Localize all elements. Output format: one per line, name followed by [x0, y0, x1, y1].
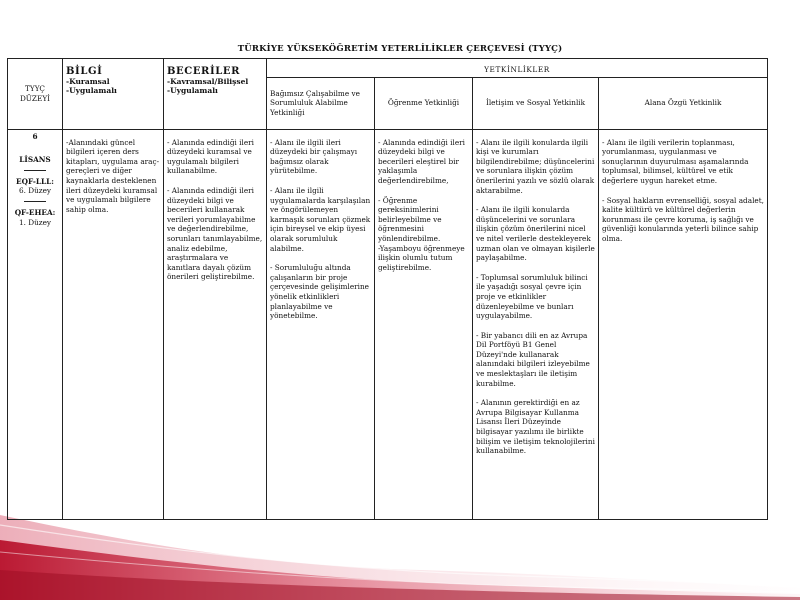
- beceriler-paragraph: - Alanında edindiği ileri düzeydeki bilgi ve becerileri kullanarak verileri yorumlayabilme ve değerlendirebilme, sorunları tanımlayabilme, analiz edebilme, araştırmalara ve kanıtlara dayalı çözüm önerileri geliştirebilme.: [167, 185, 263, 282]
- beceriler-header-cell: [164, 59, 267, 130]
- alana-ozgu-paragraph: - Sosyal hakların evrenselliği, sosyal adalet, kalite kültürü ve kültürel değerlerin korunması ile çevre koruma, iş sağlığı ve güvenliği konularında yeterli bilince sahip olma.: [602, 195, 764, 243]
- eqf-label: EQF-LLL:: [16, 176, 54, 186]
- header-row-1: [8, 59, 768, 78]
- qf-value: 1. Düzey: [18, 217, 52, 227]
- beceriler-header: BECERİLER: [167, 66, 241, 77]
- divider: [24, 170, 46, 171]
- ogrenme-paragraph: - Alanında edindiği ileri düzeydeki bilgi ve becerileri eleştirel bir yaklaşımla değerlendirebilme,: [378, 137, 465, 185]
- ogrenme-cell: [375, 129, 473, 519]
- iletisim-paragraph: - Alanının gerektirdiği en az Avrupa Bilgisayar Kullanma Lisansı İleri Düzeyinde bilgisayar yazılımı ile birlikte bilişim ve iletişim teknolojilerini kullanabilme.: [476, 398, 595, 456]
- bilgi-header: BİLGİ: [66, 66, 103, 77]
- bilgi-header-cell: [63, 59, 164, 130]
- beceriler-sub-uygulamali: -Uygulamalı: [167, 85, 218, 95]
- bagimsiz-column-header: Bağımsız Çalışabilme ve Sorumluluk Alabilme Yetkinliği: [267, 77, 375, 129]
- bilgi-sub-kuramsal: -Kuramsal: [66, 76, 110, 86]
- level-cell: [8, 129, 63, 519]
- yetkinlikler-header-text: YETKİNLİKLER: [484, 65, 550, 74]
- alana-ozgu-column-header: Alana Özgü Yetkinlik: [599, 77, 768, 129]
- qf-label: QF-EHEA:: [14, 207, 56, 217]
- iletisim-column-header: İletişim ve Sosyal Yetkinlik: [473, 77, 599, 129]
- level-name: LİSANS: [19, 155, 51, 165]
- iletisim-paragraph: - Alanı ile ilgili konularda düşüncelerini ve sorunlara ilişkin çözüm önerilerini nicel ve nitel verilerle destekleyerek uzman olan ve olmayan kişilerle paylaşabilme.: [476, 205, 595, 263]
- bagimsiz-paragraph: - Alanı ile ilgili ileri düzeydeki bir çalışmayı bağımsız olarak yürütebilme.: [270, 137, 358, 176]
- ogrenme-paragraph: - Öğrenme gereksinimlerini belirleyebilme ve öğrenmesini yönlendirebilme. -Yaşamboyu öğrenmeye ilişkin olumlu tutum geliştirebilme.: [378, 195, 465, 272]
- level-column-header: [8, 59, 63, 130]
- bilgi-cell: [63, 129, 164, 519]
- iletisim-paragraph: - Alanı ile ilgili konularda ilgili kişi ve kurumları bilgilendirebilme; düşüncelerini ve sorunlara ilişkin çözüm önerilerini yazılı ve sözlü olarak aktarabilme.: [476, 137, 595, 195]
- alana-ozgu-cell: [599, 129, 768, 519]
- divider: [24, 201, 46, 202]
- eqf-value: 6. Düzey: [18, 186, 52, 196]
- bagimsiz-cell: [267, 129, 375, 519]
- bagimsiz-paragraph: - Sorumluluğu altında çalışanların bir proje çerçevesinde gelişimlerine yönelik etkinlikleri planlayabilme ve yönetebilme.: [270, 263, 369, 321]
- iletisim-paragraph: - Toplumsal sorumluluk bilinci ile yaşadığı sosyal çevre için proje ve etkinlikler düzenleyebilme ve bunları uygulayabilme.: [476, 272, 588, 321]
- qualifications-table: [7, 58, 768, 520]
- beceriler-cell: [164, 129, 267, 519]
- page-title: TÜRKİYE YÜKSEKÖĞRETİM YETERLİLİKLER ÇERÇEVESİ (TYYÇ): [237, 44, 563, 54]
- lisans-level-row: [8, 129, 768, 519]
- level-number: 6: [32, 131, 38, 141]
- bilgi-paragraph: -Alanındaki güncel bilgileri içeren ders kitapları, uygulama araç-gereçleri ve diğer kaynaklarla desteklenen ileri düzeydeki kuramsal ve uygulamalı bilgilere sahip olma.: [66, 137, 160, 214]
- iletisim-cell: [473, 129, 599, 519]
- beceriler-sub-kavramsal: -Kavramsal/Bilişsel: [167, 76, 249, 86]
- iletisim-paragraph: - Bir yabancı dili en az Avrupa Dil Portföyü B1 Genel Düzeyi'nde kullanarak alanındaki bilgileri izleyebilme ve meslektaşları ile iletişim kurabilme.: [476, 330, 590, 388]
- alana-ozgu-paragraph: - Alanı ile ilgili verilerin toplanması, yorumlanması, uygulanması ve sonuçlarının duyurulması aşamalarında toplumsal, bilimsel, kültürel ve etik değerlere uygun hareket etme.: [602, 137, 749, 185]
- beceriler-paragraph: - Alanında edindiği ileri düzeydeki kuramsal ve uygulamalı bilgileri kullanabilme.: [167, 137, 254, 176]
- yetkinlikler-header: [267, 59, 768, 78]
- level-header-text: TYYÇ DÜZEYİ: [19, 84, 51, 103]
- bagimsiz-paragraph: - Alanı ile ilgili uygulamalarda karşılaşılan ve öngörülemeyen karmaşık sorunları çözmek için bireysel ve ekip üyesi olarak sorumluluk alabilme.: [270, 185, 371, 253]
- bilgi-sub-uygulamali: -Uygulamalı: [66, 85, 117, 95]
- ogrenme-column-header: Öğrenme Yetkinliği: [375, 77, 473, 129]
